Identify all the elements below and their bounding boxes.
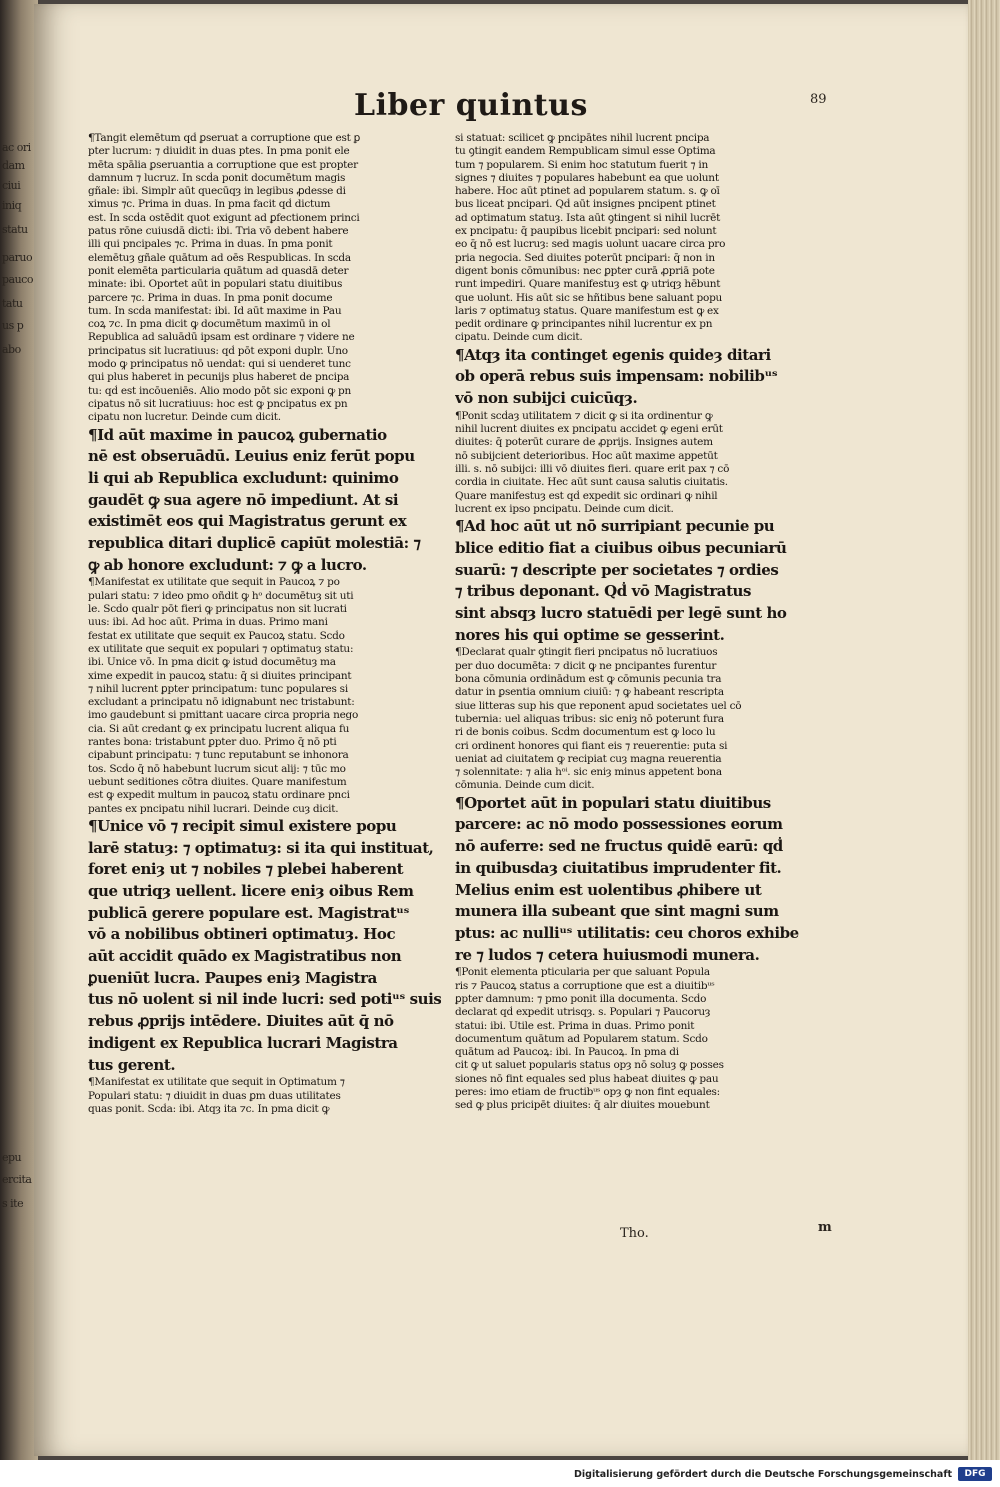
text-line: siue litteras sup his que reponent apud societates uel cō — [455, 699, 742, 712]
text-line: gaudēt ꝙ sua agere nō impediunt. At si — [88, 490, 399, 509]
catchword: Tho. — [620, 1226, 649, 1241]
text-line: tus nō uolent si nil inde lucri: sed potiᵘˢ suis — [88, 990, 441, 1009]
text-line: mēta spālia ꝑseruantia a corruptione que est propter — [88, 158, 358, 171]
facing-page-fragment: s ite — [2, 1197, 24, 1210]
dfg-logo-icon: DFG — [958, 1467, 992, 1481]
text-line: tus gerent. — [88, 1055, 176, 1074]
text-line: illi. s. nō subijci: illi vō diuites fieri. quare erit pax ⁊ cō — [455, 463, 730, 476]
facing-page-edge — [0, 0, 38, 1460]
text-line: ¶Manifestat ex utilitate que sequit in Optimatum ⁊ — [88, 1076, 345, 1089]
text-line: excludant a principatu nō idignabunt nec tristabunt: — [88, 696, 355, 709]
facing-page-fragment: iniq — [2, 199, 22, 212]
text-line: ¶Tangit elemētum qḋ ꝑseruat a corruptione que est ꝑ — [88, 132, 361, 144]
text-line: pria negocia. Sed diuites poterūt pncipari: q̄ non in — [455, 251, 715, 264]
text-line: coꝝ ⁊c. In pma dicit ꝙ documētum maximū in ol — [88, 318, 331, 331]
facing-page-fragment: ciui — [2, 179, 21, 192]
text-line: Melius enim est uolentibus ꝓhibere ut — [455, 880, 762, 899]
text-line: existimēt eos qui Magistratus gerunt ex — [88, 512, 407, 531]
text-line: minate: ibi. Oportet aūt in populari statu diuitibus — [88, 278, 343, 291]
text-line: diuites: q̄ poterūt curare de ꝓprijs. Insignes autem — [455, 436, 713, 449]
text-line: Quare manifestuȝ est qḋ expedit sic ordinari ꝙ nihil — [455, 489, 718, 502]
text-line: ad optimatum statuȝ. Ista aūt ꝯtingent si nihil lucrēt — [455, 211, 721, 224]
commentary-block — [88, 1076, 441, 1116]
commentary-block — [88, 132, 441, 425]
text-line: tubernia: uel aliquas tribus: sic eniȝ nō poterunt fura — [455, 712, 724, 725]
text-line: ximus ⁊c. Prima in duas. In pma facit qḋ dictum — [88, 198, 331, 211]
text-line: li qui ab Republica excludunt: quinimo — [88, 468, 399, 487]
facing-page-fragment: us p — [2, 319, 24, 332]
commentary-block — [455, 646, 808, 792]
text-line: nē est obseruādū. Leuius eniz ferūt popu — [88, 447, 415, 466]
left-column — [88, 132, 441, 1116]
text-line: imo gaudebunt si pmittant uacare circa propria nego — [88, 709, 359, 722]
text-line: que uolunt. His aūt sic se hñtibus bene saluant popu — [455, 291, 723, 304]
text-line: indigent ex Republica lucrari Magistra — [88, 1033, 398, 1052]
text-line: ¶Atqȝ ita continget egenis quideȝ ditari — [455, 345, 771, 364]
footer-bar — [0, 1460, 1000, 1487]
text-line: ⁊ solennitate: ⁊ alia hᵒⁱ. sic eniȝ minus appetent bona — [455, 766, 722, 779]
text-line: festat ex utilitate que sequit ex Paucoꝝ statu. Scḋo — [88, 629, 345, 642]
funding-credit: Digitalisierung gefördert durch die Deutsche Forschungsgemeinschaft — [574, 1469, 952, 1480]
aristotle-text-block — [88, 425, 441, 577]
text-line: munera illa subeant que sint magni sum — [455, 902, 779, 921]
text-line: si statuat: scilicet ꝙ pncipātes nihil lucrent pncipa — [455, 132, 710, 144]
text-line: pedit ordinare ꝙ principantes nihil lucrentur ex pn — [455, 318, 713, 331]
text-line: ¶Id aūt maxime in paucoꝝ gubernatio — [88, 425, 387, 444]
text-line: illi qui pncipales ⁊c. Prima in duas. In pma ponit — [88, 238, 333, 251]
text-line: ¶Ponit scḋaȝ utilitatem ⁊ dicit ꝙ si ita ordinentur ꝙ — [455, 409, 713, 422]
text-line: ptus: ac nulliᵘˢ utilitatis: ceu choros exhibe — [455, 923, 799, 942]
text-line: nores his qui optime se gesserint. — [455, 625, 725, 644]
running-head: Liber quintus — [354, 88, 588, 123]
text-line: ibi. Unice vō. In pma dicit ꝙ istud documētuȝ ma — [88, 656, 336, 669]
text-line: ex pncipatu: q̄ paupibus licebit pncipari: sed nolunt — [455, 225, 717, 238]
signature-mark: m — [818, 1220, 832, 1235]
commentary-block — [455, 410, 808, 516]
text-line: cri ordinent honores qui fiant eis ⁊ reuerentie: puta si — [455, 739, 728, 752]
text-line: est ꝙ expedit multum in paucoꝝ statu ordinare pnci — [88, 789, 350, 802]
facing-page-fragment: epu — [2, 1151, 22, 1164]
text-line: rebus ꝓprijs intēdere. Diuites aūt q̄ nō — [88, 1012, 394, 1031]
text-line: nihil lucrent diuites ex pncipatu accidet ꝙ egeni erūt — [455, 423, 723, 436]
text-line: nō subijcient deterioribus. Hoc aūt maxime appetūt — [455, 449, 718, 462]
text-line: ob operā rebus suis impensam: nobilibᵘˢ — [455, 367, 778, 386]
text-line: ponit elemēta particularia quātum ad quasdā deter — [88, 264, 349, 277]
text-line: ⁊ tribus deponant. Qḋ vō Magistratus — [455, 582, 752, 601]
text-line: ꝑueniūt lucra. Paupes eniȝ Magistra — [88, 968, 377, 987]
text-line: lucrent ex ipso pncipatu. Deinde cum dicit. — [455, 502, 674, 515]
text-line: parcere: ac nō modo possessiones eorum — [455, 815, 783, 834]
text-line: cipatus nō sit lucratiuus: hoc est ꝙ pncipatus ex pn — [88, 397, 348, 410]
text-line: habere. Hoc aūt ptinet ad popularem statum. s. ꝙ oī — [455, 185, 720, 198]
text-line: damnum ⁊ lucruz. In scḋa ponit documētum magis — [88, 171, 346, 184]
aristotle-text-block — [455, 516, 808, 646]
text-line: uebunt seditiones cōtra diuites. Quare manifestum — [88, 775, 347, 788]
text-line: statui: ibi. Utile est. Prima in duas. Primo ponit — [455, 1019, 695, 1032]
text-line: sint absqȝ lucro statuēdi per legē sunt ho — [455, 604, 787, 623]
text-line: modo ꝙ principatus nō uendat: qui si uenderet tunc — [88, 358, 351, 371]
text-line: pulari statu: ⁊ ideo pmo oñdit ꝙ hᵒ documētuȝ sit uti — [88, 589, 354, 602]
text-line: tu: qḋ est incōueniēs. Alio modo pōt sic exponi ꝙ pn — [88, 384, 352, 397]
text-line: vō a nobilibus obtineri optimatuȝ. Hoc — [88, 925, 396, 944]
text-line: suarū: ⁊ descripte per societates ⁊ ordies — [455, 560, 779, 579]
text-line: bus liceat pncipari. Qḋ aūt insignes pncipent ptinet — [455, 198, 716, 211]
text-line: blice editio fiat a ciuibus oibus pecuniarū — [455, 538, 787, 557]
text-line: ¶Unice vō ⁊ recipit simul existere popu — [88, 816, 397, 835]
text-line: parcere ⁊c. Prima in duas. In pma ponit docume — [88, 291, 333, 304]
text-line: cordia in ciuitate. Hec aūt sunt causa salutis ciuitatis. — [455, 476, 728, 489]
facing-page-fragment: abo — [2, 343, 21, 356]
text-line: rantes bona: tristabunt ꝑpter duo. Primo q̄ nō pti — [88, 736, 337, 749]
text-line: cipabunt principatu: ⁊ tunc reputabunt se inhonora — [88, 749, 349, 762]
facing-page-fragment: ercita — [2, 1173, 32, 1186]
text-line: Populari statu: ⁊ diuidit in duas ꝑm duas utilitates — [88, 1089, 341, 1102]
text-line: siones nō fint equales sed plus habeat diuites ꝙ pau — [455, 1072, 719, 1085]
text-line: cipatu. Deinde cum dicit. — [455, 331, 583, 344]
text-line: vō non subijci cuicūqȝ. — [455, 389, 638, 408]
facing-page-fragment: paruo — [2, 251, 33, 264]
text-line: tum ⁊ popularem. Si enim hoc statutum fuerit ⁊ in — [455, 158, 709, 171]
text-line: eo q̄ nō est lucruȝ: sed magis uolunt uacare circa pro — [455, 238, 726, 251]
text-line: documentum quātum ad Popularem statum. Scḋo — [455, 1032, 708, 1045]
text-line: elemētuȝ gñale quātum ad oēs Respublicas. In scḋa — [88, 251, 351, 264]
text-line: ris ⁊ Paucoꝝ status a corruptione que est a diuitibᵘˢ — [455, 979, 715, 992]
text-line: signes ⁊ diuites ⁊ populares habebunt ea que uolunt — [455, 171, 719, 184]
facing-page-fragment: statu — [2, 223, 28, 236]
text-line: ⁊ nihil lucrent ꝑpter principatum: tunc populares si — [88, 682, 348, 695]
text-line: pter lucrum: ⁊ diuidit in duas ptes. In pma ponit ele — [88, 145, 350, 158]
text-line: cōmunia. Deinde cum dicit. — [455, 779, 595, 792]
text-line: bona cōmunia ordinādum est ꝙ cōmunis pecunia tra — [455, 673, 722, 686]
facing-page-fragment: pauco — [2, 273, 33, 286]
text-line: qui plus haberet in pecunijs plus haberet de pncipa — [88, 371, 350, 384]
text-line: que utriqȝ uellent. licere eniȝ oibus Rem — [88, 881, 414, 900]
text-line: tum. In scḋa manifestat: ibi. Id aūt maxime in Pau — [88, 304, 342, 317]
text-line: tu ꝯtingit eandem Rempublicam simul esse Optima — [455, 145, 716, 158]
text-line: ¶Ad hoc aūt ut nō surripiant pecunie pu — [455, 517, 775, 536]
text-line: quas ponit. Scḋa: ibi. Atqȝ ita ⁊c. In pma dicit ꝙ — [88, 1102, 330, 1115]
aristotle-text-block — [88, 816, 441, 1076]
text-line: ꝙ ab honore excludunt: ⁊ ꝙ a lucro. — [88, 555, 367, 574]
text-line: ¶Manifestat ex utilitate que sequit in Paucoꝝ ⁊ po — [88, 576, 340, 589]
text-line: larē statuȝ: ⁊ optimatuȝ: si ita qui instituat, — [88, 838, 434, 857]
text-line: ueniat ad ciuitatem ꝙ recipiat cuȝ magna reuerentia — [455, 752, 722, 765]
text-line: re ⁊ ludos ⁊ cetera huiusmodi munera. — [455, 945, 760, 964]
text-line: quātum ad Paucoꝝ: ibi. In Paucoꝝ. In pma di — [455, 1046, 679, 1059]
text-line: ¶Declarat qualr ꝯtingit fieri pncipatus nō lucratiuos — [455, 646, 718, 659]
text-line: pantes ex pncipatu nihil lucrari. Deinde cuȝ dicit. — [88, 802, 339, 815]
text-line: laris ⁊ optimatuȝ status. Quare manifestum est ꝙ ex — [455, 304, 719, 317]
aristotle-text-block — [455, 345, 808, 410]
text-line: nō auferre: sed ne fructus quidē earū: qḋ — [455, 837, 783, 856]
text-line: datur in ꝑsentia omnium ciuiū: ⁊ ꝙ habeant rescripta — [455, 686, 724, 699]
text-line: ex utilitate que sequit ex populari ⁊ optimatuȝ statu: — [88, 642, 354, 655]
text-line: aūt accidit quādo ex Magistratibus non — [88, 947, 402, 966]
text-line: tos. Scḋo q̄ nō habebunt lucrum sicut alij: ⁊ tūc mo — [88, 762, 346, 775]
text-line: ꝑpter damnum: ⁊ pmo ponit illa documenta. Scḋo — [455, 992, 707, 1005]
text-line: per duo documēta: ⁊ dicit ꝙ ne pncipantes furentur — [455, 659, 717, 672]
text-line: sed ꝙ plus pricipēt diuites: q̄ alr diuites mouebunt — [455, 1099, 710, 1112]
right-column — [455, 132, 808, 1113]
commentary-block — [455, 966, 808, 1112]
text-line: foret eniȝ ut ⁊ nobiles ⁊ plebei haberent — [88, 860, 404, 879]
page-fore-edge — [968, 0, 1000, 1460]
text-line: ri de bonis coibus. Scḋm documentum est ꝙ loco lu — [455, 726, 716, 739]
text-line: uus: ibi. Ad hoc aūt. Prima in duas. Primo mani — [88, 616, 328, 629]
text-line: cit ꝙ ut saluet popularis status opȝ nō soluȝ ꝙ posses — [455, 1059, 724, 1072]
text-line: republica ditari duplicē capiūt molestiā: ⁊ — [88, 534, 421, 553]
text-line: gñale: ibi. Simplr aūt quecūqȝ in legibus ꝓdesse di — [88, 185, 346, 198]
text-line: est. In scḋa ostēdit quot exigunt ad ꝑfectionem princi — [88, 211, 360, 224]
text-line: declarat qḋ expedit utrisqȝ. s. Populari ⁊ Paucoruȝ — [455, 1006, 711, 1019]
text-line: digent bonis cōmunibus: nec ꝑpter curā ꝓpriā pote — [455, 264, 715, 277]
text-line: publicā gerere populare est. Magistratᵘˢ — [88, 903, 409, 922]
commentary-block — [88, 576, 441, 815]
text-line: ¶Ponit elementa pticularia per que saluant Popula — [455, 966, 710, 979]
text-line: ¶Oportet aūt in populari statu diuitibus — [455, 793, 771, 812]
text-line: cipatu non lucretur. Deinde cum dicit. — [88, 411, 281, 424]
aristotle-text-block — [455, 793, 808, 967]
text-line: Republica ad saluādū ipsam est ordinare ⁊ videre ne — [88, 331, 355, 344]
text-line: patus rōne cuiusdā dicti: ibi. Tria vō debent habere — [88, 225, 349, 238]
text-line: cia. Si aūt credant ꝙ ex principatu lucrent aliqua fu — [88, 722, 350, 735]
text-line: le. Scḋo qualr pōt fieri ꝙ principatus non sit lucrati — [88, 603, 347, 616]
text-line: peres: imo etiam de fructibᵘˢ opȝ ꝙ non fint equales: — [455, 1086, 720, 1099]
facing-page-fragment: tatu — [2, 297, 23, 310]
text-line: in quibusdaȝ ciuitatibus imprudenter fit. — [455, 858, 782, 877]
folio-number: 89 — [810, 92, 827, 107]
text-line: principatus sit lucratiuus: qḋ pōt exponi duplr. Uno — [88, 344, 348, 357]
facing-page-fragment: ac ori — [2, 141, 31, 154]
facing-page-fragment: dam — [2, 159, 25, 172]
text-line: xime expedit in paucoꝝ statu: q̄ si diuites principant — [88, 669, 352, 682]
commentary-block — [455, 132, 808, 345]
text-line: runt impediri. Quare manifestuȝ est ꝙ utriqȝ hēbunt — [455, 278, 721, 291]
